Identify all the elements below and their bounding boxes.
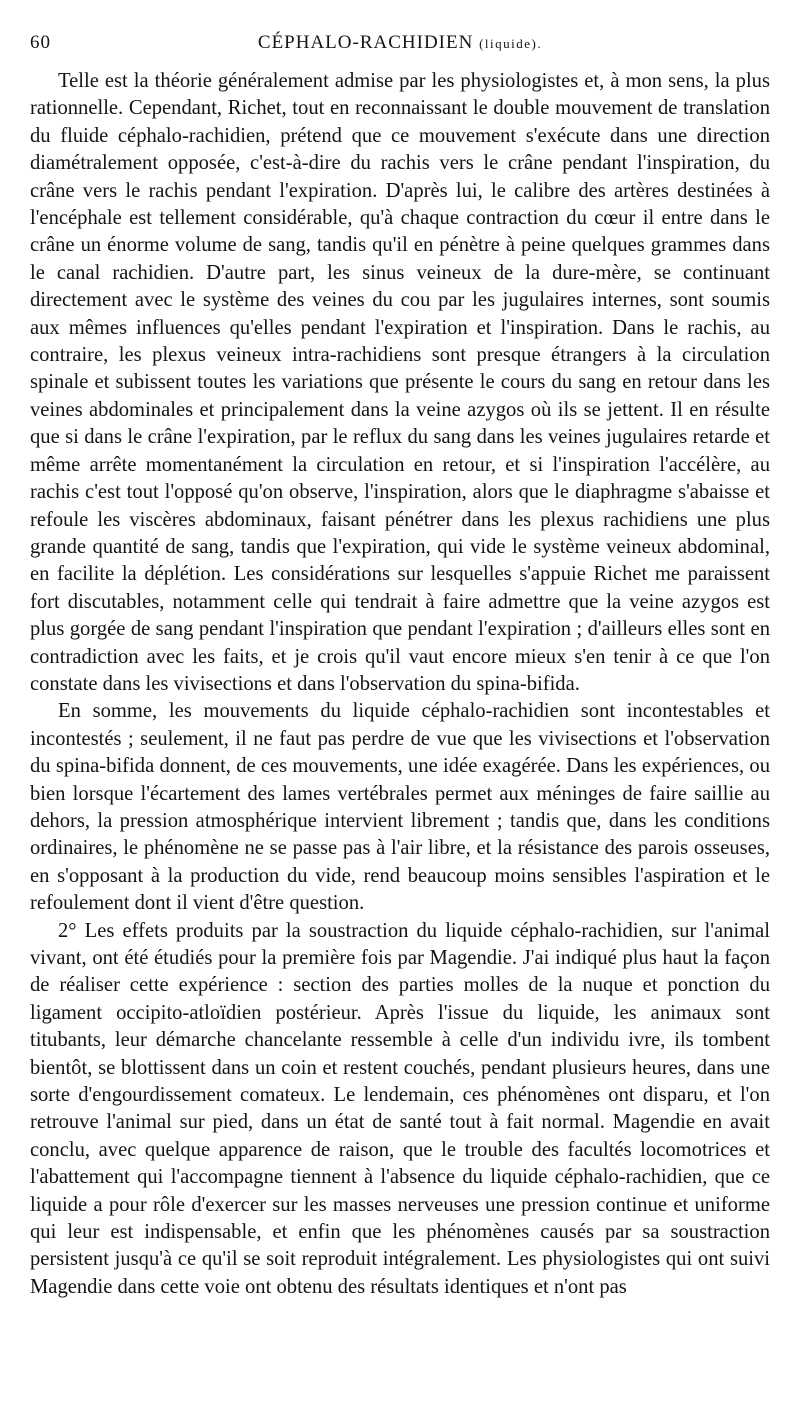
book-page	[30, 26, 770, 1301]
paragraph-richet-theory: Telle est la théorie généralement admise par les physiologistes et, à mon sens, la plus rationnelle. Cependant, Richet, tout en reconnaissant le double mouvement de translation du fluide céphalo-rachidien, prétend que ce mouvement s'exécute dans une direction diamétralement opposée, c'est-à-dire du rachis vers le crâne pendant l'inspiration, du crâne vers le rachis pendant l'expiration. D'après lui, le calibre des artères destinées à l'encéphale est tellement considérable, qu'à chaque contraction du cœur il entre dans le crâne un énorme volume de sang, tandis qu'il en pénètre à peine quelques grammes dans le canal rachidien. D'autre part, les sinus veineux de la dure-mère, se continuant directement avec le système des veines du cou par les jugulaires internes, sont soumis aux mêmes influences qu'elles pendant l'expiration et l'inspiration. Dans le rachis, au contraire, les plexus veineux intra-rachidiens sont presque étrangers à la circulation spinale et subissent toutes les variations que présente le cours du sang en retour dans les veines abdominales et principalement dans la veine azygos où ils se jettent. Il en résulte que si dans le crâne l'expiration, par le reflux du sang dans les veines jugulaires retarde et même arrête momentanément la circulation en retour, et si l'inspiration l'accélère, au rachis c'est tout l'opposé qu'on observe, l'inspiration, alors que le diaphragme s'abaisse et refoule les viscères abdominaux, faisant pénétrer dans les plexus rachidiens une plus grande quantité de sang, tandis que l'expiration, qui vide le système veineux abdominal, en facilite la déplétion. Les considérations sur lesquelles s'appuie Richet me paraissent fort discutables, notamment celle qui tendrait à faire admettre que la veine azygos est plus gorgée de sang pendant l'inspiration que pendant l'expiration ; d'ailleurs elles sont en contradiction avec les faits, et je crois qu'il vaut encore mieux s'en tenir à ce que l'on constate dans les vivisections et dans l'observation du spina-bifida.	[30, 70, 770, 695]
paragraph-soustraction: 2° Les effets produits par la soustraction du liquide céphalo-rachidien, sur l'animal vivant, ont été étudiés pour la première fois par Magendie. J'ai indiqué plus haut la façon de réaliser cette expérience : section des parties molles de la nuque et ponction du ligament occipito-atloïdien postérieur. Après l'issue du liquide, les animaux sont titubants, leur démarche chancelante ressemble à celle d'un individu ivre, ils tombent bientôt, se blottissent dans un coin et restent couchés, pendant plusieurs heures, dans une sorte d'engourdissement comateux. Le lendemain, ces phénomènes ont disparu, et l'on retrouve l'animal sur pied, dans un état de santé tout à fait normal. Magendie en avait conclu, avec quelque apparence de raison, que le trouble des facultés locomotrices et l'abattement qui l'accompagne tiennent à l'absence du liquide céphalo-rachidien, que ce liquide a pour rôle d'exercer sur les masses nerveuses une pression continue et uniforme qui leur est indispensable, et enfin que les phénomènes causés par sa soustraction persistent jusqu'à ce qu'il se soit reproduit intégralement. Les physiologistes qui ont suivi Magendie dans cette voie ont obtenu des résultats identiques et n'ont pas	[30, 919, 770, 1298]
page-number: 60	[30, 32, 51, 53]
running-header	[30, 26, 770, 56]
running-title	[30, 32, 770, 54]
running-title-sub: (liquide).	[479, 36, 543, 51]
body-text	[30, 68, 770, 1301]
paragraph-en-somme: En somme, les mouvements du liquide céphalo-rachidien sont incontestables et incontestés ; seulement, il ne faut pas perdre de vue que les vivisections et l'observation du spina-bifida donnent, de ces mouvements, une idée exagérée. Dans les expériences, ou bien lorsque l'écartement des lames vertébrales permet aux méninges de faire saillie au dehors, la pression atmosphérique intervient librement ; tandis que, dans les conditions ordinaires, le phénomène ne se passe pas à l'air libre, et la résistance des parois osseuses, en s'opposant à la production du vide, rend beaucoup moins sensibles l'aspiration et le refoulement dont il vient d'être question.	[30, 700, 770, 915]
running-title-main: CÉPHALO-RACHIDIEN	[257, 32, 474, 53]
